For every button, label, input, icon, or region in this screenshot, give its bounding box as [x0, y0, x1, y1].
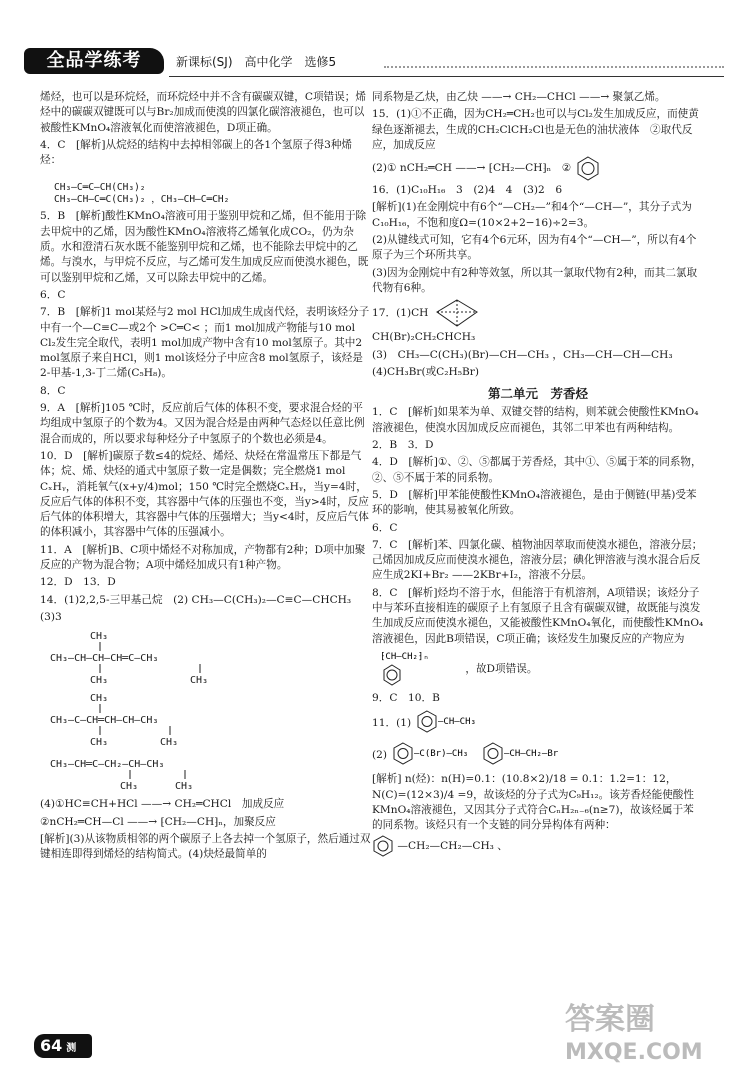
svg-text:CH₃: CH₃: [175, 781, 194, 793]
svg-text:CH₃: CH₃: [90, 631, 109, 643]
answer-s5: 5．D [解析]甲苯能使酸性KMnO₄溶液褪色，是由于侧链(甲基)受苯环的影响，使其易被氧化所致。: [372, 488, 697, 517]
answer-14-4: (4)①HC≡CH+HCl ——→ CH₂═CHCl 加成反应: [40, 798, 285, 811]
page-number-badge: [34, 1034, 92, 1058]
analysis-16-3: (3)因为金刚烷中有2种等效氢，所以其一氯取代物有2种，而其二氯取代物有6种。: [372, 266, 698, 294]
answer-s8: 8．C [解析]烃均不溶于水，但能溶于有机溶剂，A项错误；该烃分子中与苯环直接相连的碳原子上有氢原子且含有碳碳双键，故既能与溴发生加成反应而使溴水褪色，又能被酸性KMnO₄氧化，而使酸性KMnO₄溶液褪色，因此B项错误，C项正确；该烃发生加聚反应的产物应为: [372, 586, 704, 645]
answer-s9-10: 9．C 10．B: [372, 691, 440, 704]
answer-15-2: [372, 155, 704, 181]
svg-text:CH₃: CH₃: [160, 737, 179, 749]
page-header: [24, 46, 724, 78]
answer-5: 5．B [解析]酸性KMnO₄溶液可用于鉴别甲烷和乙烯，但不能用于除去甲烷中的乙烯，因为酸性KMnO₄溶液将乙烯氧化成CO₂，仍为杂质。水和澄清石灰水既不能鉴别甲烷和乙烯，也不能除去甲烷中的乙烯。与溴水，与甲烷不反应，与乙烯可发生加成反应而使溴水褪色，既可以鉴别甲烷和乙烯，又可以除去甲烷中的乙烯。: [40, 210, 369, 284]
answer-12-13: 12．D 13．D: [40, 576, 116, 589]
answer-10: 10．D [解析]碳原子数≤4的烷烃、烯烃、炔烃在常温常压下都是气体；烷、烯、炔烃的通式中氢原子数一定是偶数；完全燃烧1 mol CₓHᵧ，消耗氧气(x+y/4)mol；150 ℃时完全燃烧CₓHᵧ，当y=4时，反应后气体的体积不变，其容器中气体的压强也不变，当y>4时，反应后气体的体积增大，其容器中气体的压强增大；当y<4时，反应后气体的体积减小，其容器中气体的压强减小。: [40, 449, 369, 539]
svg-text:—CH—CH₂—Br: —CH—CH₂—Br: [504, 749, 559, 760]
bromo-structure-icon: [390, 740, 610, 770]
analysis-s11: [解析] n(烃)：n(H)=0.1：(10.8×2)/18 = 0.1：1.2=1：12，N(C)=(12×3)/4 =9，故该烃的分子式为C₉H₁₂。该芳香烃能使酸性KMnO₄溶液褪色，又因其分子式符合CₙH₂ₙ₋₆(n≥7)，故该烃属于苯的同系物。该烃只有一个支链的同分异构体有两种：: [372, 773, 694, 832]
section-title: 第二单元 芳香烃: [487, 386, 588, 402]
answer-s11-label: 11．(1): [372, 717, 412, 730]
svg-text:CH₃—CH—CH—CH═C—CH₃: CH₃—CH—CH—CH═C—CH₃: [50, 653, 159, 665]
answer-8: 8．C: [40, 384, 66, 397]
analysis-16-1: [解析](1)在金刚烷中有6个“—CH₂—”和4个“—CH—”，其分子式为C₁₀H₁₆，不饱和度Ω=(10×2+2−16)÷2=3。: [372, 201, 692, 229]
book-subtitle: 新课标(SJ) 高中化学 选修5: [176, 55, 337, 69]
branched-alkane-structures: [50, 627, 350, 797]
svg-text:CH₃—C—CH═CH—CH—CH₃: CH₃—C—CH═CH—CH—CH₃: [50, 715, 159, 727]
watermark-logo: 答案圈: [565, 1002, 655, 1037]
svg-text:CH₃: CH₃: [90, 737, 109, 749]
svg-text:—C(Br)—CH₃: —C(Br)—CH₃: [414, 749, 469, 760]
page-number: 64: [40, 1036, 63, 1055]
answer-text-continued: 同系物是乙炔，由乙炔 ——→ CH₂—CHCl ——→ 聚氯乙烯。: [372, 91, 666, 103]
header-rule: [169, 76, 724, 77]
answer-16: 16．(1)C₁₀H₁₆ 3 (2)4 4 (3)2 6: [372, 184, 563, 197]
answer-s8-polymer: [372, 649, 704, 689]
answer-s8-end: ，故D项错误。: [465, 662, 538, 675]
answer-s7: 7．C [解析]苯、四氯化碳、植物油因萃取而使溴水褪色，溶液分层；己烯因加成反应而使溴水褪色，溶液分层；碘化钾溶液与溴水混合后反应生成2KI+Br₂ ——2KBr+I₂，溶液不分层。: [372, 538, 703, 582]
svg-text:⁅CH—CH₂⁆ₙ: ⁅CH—CH₂⁆ₙ: [380, 651, 429, 662]
answer-14-4b: ②nCH₂═CH—Cl ——→ ⁅CH₂—CH⁆ₙ，加聚反应: [40, 815, 276, 828]
svg-text:CH₃: CH₃: [90, 693, 109, 705]
answer-s11-2-label: (2): [372, 749, 388, 762]
isomer-text: —CH₂—CH₂—CH₃ 、: [397, 840, 508, 853]
benzene-ring-icon: [575, 155, 601, 181]
svg-text:—CH—CH₃: —CH—CH₃: [438, 717, 477, 728]
answer-15-2-text: (2)① nCH₂═CH ——→ ⁅CH₂—CH⁆ₙ ②: [372, 162, 572, 175]
answer-4: 4．C [解析]从烷烃的结构中去掉相邻碳上的各1个氢原子得3种烯烃：: [40, 138, 353, 167]
answer-14: 14．(1)2,2,5-三甲基己烷 (2) CH₃—C(CH₃)₂—C≡C—CHCH₃: [40, 593, 352, 606]
svg-text:CH₃: CH₃: [190, 675, 209, 687]
answer-s11-2: [372, 740, 704, 770]
right-column: [372, 90, 704, 859]
answer-s1: 1．C [解析]如果苯为单、双键交替的结构，则苯就会使酸性KMnO₄溶液褪色，使溴水因加成反应而褪色，其邻二甲苯也有两种结构。: [372, 406, 699, 434]
svg-text:CH₃: CH₃: [120, 781, 139, 793]
analysis-14: [解析](3)从该物质相邻的两个碳原子上各去掉一个氢原子，然后通过双键相连即得到烯烃的结构简式。(4)炔烃最简单的: [40, 832, 371, 861]
answer-17-3: (3) CH₃—C(CH₃)(Br)—CH—CH₃ ，CH₃—CH—CH—CH₃: [372, 348, 673, 361]
answer-9: 9．A [解析]105 ℃时，反应前后气体的体积不变，要求混合烃的平均组成中氢原子的个数为4。又因为混合烃是由两种气态烃以任意比例混合而成的，所以要求每种烃分子中氢原子的个数也必须是4。: [40, 402, 365, 445]
answer-text: 烯烃，也可以是环烷烃，而环烷烃中并不含有碳碳双键，C项错误；烯烃中的碳碳双键既可以与Br₂加成而使溴的四氯化碳溶液褪色，也可以被酸性KMnO₄溶液氧化而使溶液褪色，D项正确。: [40, 91, 366, 134]
analysis-s11-isomer: [372, 835, 704, 857]
benzene-ring-icon: [372, 835, 394, 857]
analysis-16-2: (2)从键线式可知，它有4个6元环，因为有4个“—CH—”，所以有4个原子为三个环所共享。: [372, 234, 697, 262]
answer-11: 11．A [解析]B、C项中烯烃不对称加成，产物都有2种；D项中加聚反应的产物为混合物；A项中烯烃加成只有1种产物。: [40, 543, 366, 572]
header-dotted-rule: [384, 66, 724, 68]
answer-14-3: (3)3: [40, 610, 62, 623]
answer-s4: 4．D [解析]①、②、⑤都属于芳香烃，其中①、⑤属于苯的同系物，②、⑤不属于苯的同系物。: [372, 456, 702, 484]
brand-logo: 全品学练考: [24, 48, 164, 74]
watermark-url: MXQE.COM: [565, 1040, 703, 1065]
formula-4a: CH₃—C═C—CH(CH₃)₂: [54, 182, 146, 194]
svg-text:CH₃: CH₃: [90, 675, 109, 687]
pyramid-structure-icon: [432, 298, 482, 328]
answer-6: 6．C: [40, 288, 66, 301]
svg-text:CH₃—CH═C—CH₂—CH—CH₃: CH₃—CH═C—CH₂—CH—CH₃: [50, 759, 165, 771]
structure-formula: [54, 170, 372, 206]
answer-s11-1: [372, 708, 704, 738]
formula-4b: CH₃—CH—C═C(CH₃)₂ ，CH₃—CH—C═CH₂: [54, 194, 230, 206]
answer-15: 15．(1)①不正确，因为CH₂═CH₂也可以与Cl₂发生加成反应，而使黄绿色逐渐褪去，生成的CH₂ClCH₂Cl也是无色的油状液体 ②取代反应，加成反应: [372, 108, 699, 151]
answer-7: 7．B [解析]1 mol某烃与2 mol HCl加成生成卤代烃，表明该烃分子中有一个—C≡C—或2个 >C═C< ；而1 mol加成产物能与10 mol Cl₂发生完全取代，表明1 mol加成产物中含有10 mol氢原子。其中2 mol氢原子来自HCl，则1 mol该烃分子中应含8 mol氢原子，该烃是2-甲基-1,3-丁二烯(C₅H₈)。: [40, 306, 370, 380]
answer-17: [372, 298, 704, 328]
polystyrene-structure-icon: [372, 649, 462, 689]
answer-17-1b: CH(Br)₂CH₂CHCH₃: [372, 331, 476, 344]
cumene-structure-icon: [414, 708, 494, 738]
answer-s2-3: 2．B 3．D: [372, 439, 434, 452]
left-column: [40, 90, 372, 864]
answer-17-text: 17．(1)CH: [372, 307, 429, 320]
page-tag: 测: [66, 1043, 77, 1054]
answer-s6: 6．C: [372, 521, 398, 534]
answer-17-4: (4)CH₃Br(或C₂H₅Br): [372, 365, 479, 378]
